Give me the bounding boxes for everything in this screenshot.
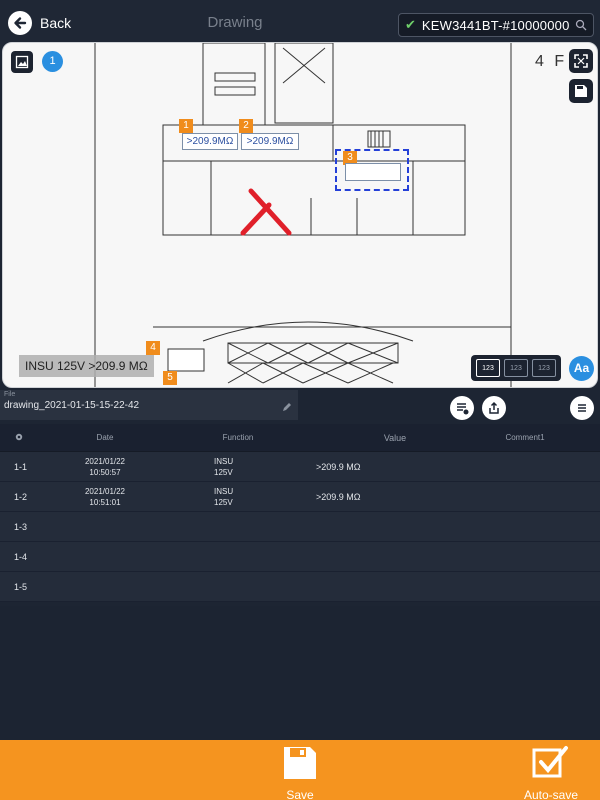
label-mode-2-icon[interactable]: 123 — [504, 359, 528, 377]
device-name: KEW3441BT-#10000000 — [421, 17, 570, 33]
menu-icon[interactable] — [570, 396, 594, 420]
save-drawing-icon[interactable] — [569, 79, 593, 103]
page-title: Drawing — [207, 14, 263, 31]
table-empty-area — [0, 606, 600, 740]
marker-number: 2 — [239, 119, 253, 133]
list-edit-icon[interactable] — [450, 396, 474, 420]
row-number: 1-1 — [14, 461, 28, 472]
table-row[interactable] — [0, 512, 600, 542]
checkmark-icon: ✔ — [405, 17, 416, 33]
floor-label: 4 F — [535, 53, 568, 70]
floppy-disk-icon — [281, 744, 319, 782]
row-number: 1-3 — [14, 521, 28, 532]
settings-icon[interactable] — [0, 432, 44, 444]
marker-number: 5 — [163, 371, 177, 385]
marker-value — [345, 163, 401, 181]
file-caption: File — [4, 391, 16, 398]
row-number: 1-5 — [14, 581, 28, 592]
marker-count-badge[interactable]: 1 — [42, 51, 63, 72]
floor-plan-image — [3, 43, 598, 388]
marker-number: 4 — [146, 341, 160, 355]
autosave-button[interactable] — [512, 744, 590, 800]
row-date — [44, 486, 166, 508]
row-date — [44, 456, 166, 478]
header-comment: Comment1 — [505, 433, 545, 442]
label-mode-toggle[interactable] — [471, 355, 561, 381]
header-function: Function — [222, 433, 254, 442]
row-function-range: 125V — [214, 467, 233, 477]
row-function-range: 125V — [214, 497, 233, 507]
drawing-canvas[interactable] — [2, 42, 598, 388]
save-label: Save — [286, 788, 314, 800]
search-icon — [575, 19, 587, 31]
font-size-button[interactable]: Aa — [569, 356, 594, 381]
file-bar — [0, 390, 298, 420]
image-icon[interactable] — [11, 51, 33, 73]
row-date-time: 10:50:57 — [89, 467, 121, 477]
row-value: >209.9 MΩ — [316, 491, 361, 502]
device-selector[interactable] — [398, 13, 594, 37]
share-icon[interactable] — [482, 396, 506, 420]
back-label: Back — [40, 15, 72, 31]
table-row[interactable] — [0, 452, 600, 482]
measurement-table — [0, 424, 600, 602]
top-bar — [0, 0, 600, 48]
header-date: Date — [96, 433, 114, 442]
table-row[interactable] — [0, 542, 600, 572]
row-function-type: INSU — [214, 486, 234, 496]
file-name: drawing_2021-01-15-15-22-42 — [4, 400, 140, 411]
marker-value: >209.9MΩ — [241, 133, 299, 150]
measurement-label: INSU 125V >209.9 MΩ — [19, 355, 154, 377]
row-value: >209.9 MΩ — [316, 461, 361, 472]
row-number: 1-2 — [14, 491, 28, 502]
row-date-day: 2021/01/22 — [84, 456, 126, 466]
fault-mark-icon — [243, 191, 289, 233]
table-row[interactable] — [0, 572, 600, 602]
label-mode-3-icon[interactable]: 123 — [532, 359, 556, 377]
row-function — [166, 486, 298, 508]
table-header — [0, 424, 600, 452]
pencil-icon[interactable] — [282, 402, 292, 412]
marker-value: >209.9MΩ — [182, 133, 238, 150]
row-function — [166, 456, 298, 478]
row-date-day: 2021/01/22 — [84, 486, 126, 496]
bottom-bar — [0, 740, 600, 800]
table-row[interactable] — [0, 482, 600, 512]
label-mode-1-icon[interactable]: 123 — [476, 359, 500, 377]
row-date-time: 10:51:01 — [89, 497, 121, 507]
marker-number: 1 — [179, 119, 193, 133]
marker-number: 3 — [343, 151, 357, 165]
checkbox-icon — [531, 744, 571, 782]
fit-screen-icon[interactable] — [569, 49, 593, 73]
save-button[interactable] — [275, 744, 325, 800]
autosave-label: Auto-save — [523, 788, 579, 800]
row-number: 1-4 — [14, 551, 28, 562]
header-value: Value — [383, 432, 407, 443]
row-function-type: INSU — [214, 456, 234, 466]
